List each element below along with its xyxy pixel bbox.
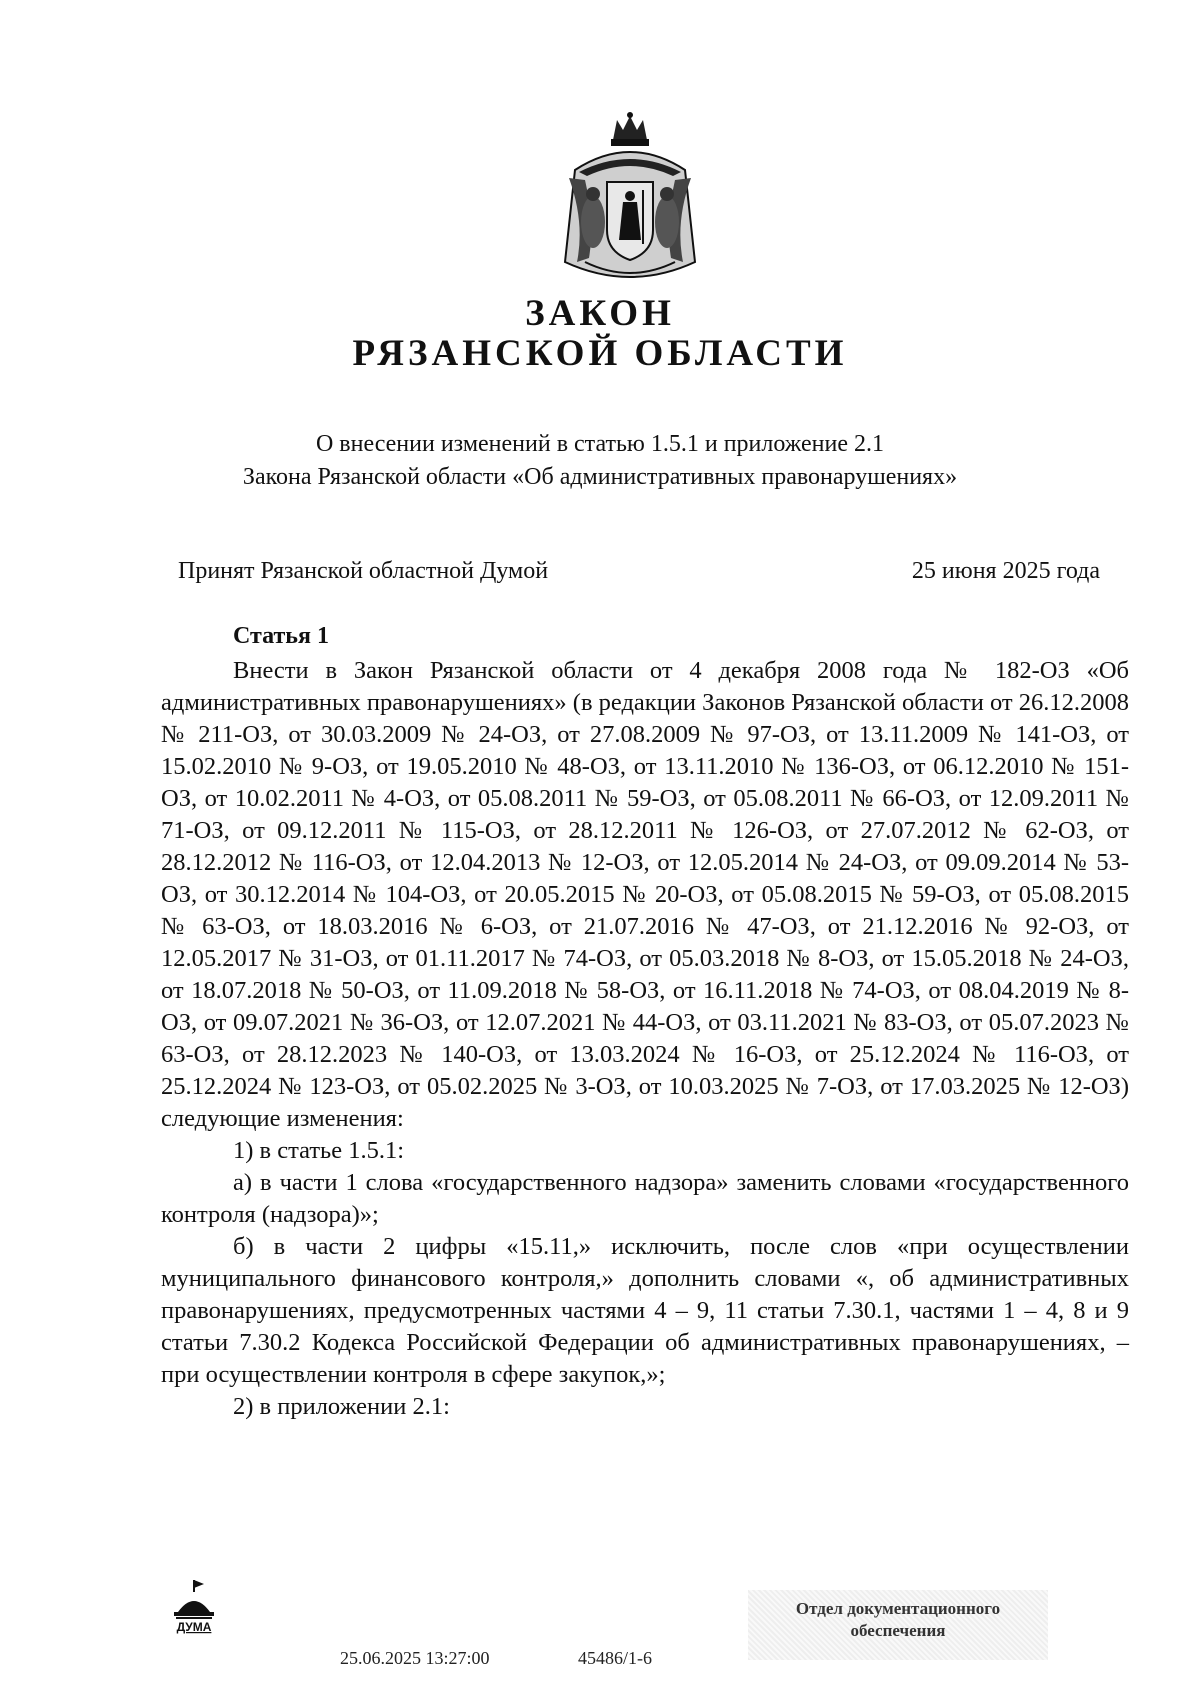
stamp-line-1: Отдел документационного [795, 1599, 1001, 1618]
adoption-date: 25 июня 2025 года [911, 558, 1100, 584]
article-item-1b: б) в части 2 цифры «15.11,» исключить, после слов «при осуществлении муниципального финансового контроля,» дополнить словами «, об административных правонарушениях, предусмотренных частями 4 – 9, 11 статьи 7.30.1, частями 1 – 4, 8 и 9 статьи 7.30.2 Кодекса Российской Федерации об административных правонарушениях, – при осуществлении контроля в сфере закупок,»; [161, 1233, 1129, 1388]
duma-logo-icon [168, 1578, 220, 1638]
article-heading: Статья 1 [233, 623, 329, 649]
stamp-line-2: обеспечения [850, 1621, 946, 1640]
law-subject [0, 428, 1200, 494]
law-title: ЗАКОН [525, 293, 675, 334]
coat-of-arms-icon [555, 112, 705, 290]
footer-timestamp: 25.06.2025 13:27:00 [340, 1648, 490, 1668]
article-intro-paragraph: Внести в Закон Рязанской области от 4 декабря 2008 года № 182-ОЗ «Об административных правонарушениях» (в редакции Законов Рязанской области от 26.12.2008 № 211-ОЗ, от 30.03.2009 № 24-ОЗ, от 27.08.2009 № 97-ОЗ, от 13.11.2009 № 141-ОЗ, от 15.02.2010 № 9-ОЗ, от 19.05.2010 № 48-ОЗ, от 13.11.2010 № 136-ОЗ, от 06.12.2010 № 151-ОЗ, от 10.02.2011 № 4-ОЗ, от 05.08.2011 № 59-ОЗ, от 05.08.2011 № 66-ОЗ, от 12.09.2011 № 71-ОЗ, от 09.12.2011 № 115-ОЗ, от 28.12.2011 № 126-ОЗ, от 27.07.2012 № 62-ОЗ, от 28.12.2012 № 116-ОЗ, от 12.04.2013 № 12-ОЗ, от 12.05.2014 № 24-ОЗ, от 09.09.2014 № 53-ОЗ, от 30.12.2014 № 104-ОЗ, от 20.05.2015 № 20-ОЗ, от 05.08.2015 № 59-ОЗ, от 05.08.2015 № 63-ОЗ, от 18.03.2016 № 6-ОЗ, от 21.07.2016 № 47-ОЗ, от 21.12.2016 № 92-ОЗ, от 12.05.2017 № 31-ОЗ, от 01.11.2017 № 74-ОЗ, от 05.03.2018 № 8-ОЗ, от 15.05.2018 № 24-ОЗ, от 18.07.2018 № 50-ОЗ, от 11.09.2018 № 58-ОЗ, от 16.11.2018 № 74-ОЗ, от 08.04.2019 № 8-ОЗ, от 09.07.2021 № 36-ОЗ, от 12.07.2021 № 44-ОЗ, от 03.11.2021 № 83-ОЗ, от 05.07.2023 № 63-ОЗ, от 28.12.2023 № 140-ОЗ, от 13.03.2024 № 16-ОЗ, от 25.12.2024 № 116-ОЗ, от 25.12.2024 № 123-ОЗ, от 05.02.2025 № 3-ОЗ, от 10.03.2025 № 7-ОЗ, от 17.03.2025 № 12-ОЗ) следующие изменения: [161, 657, 1129, 1132]
department-stamp [748, 1590, 1048, 1660]
law-subject-line-2: Закона Рязанской области «Об административных правонарушениях» [242, 464, 958, 490]
article-item-2: 2) в приложении 2.1: [233, 1393, 450, 1420]
article-item-1a: а) в части 1 слова «государственного надзора» заменить словами «государственного контроля (надзора)»; [161, 1169, 1129, 1228]
law-subject-line-1: О внесении изменений в статью 1.5.1 и приложение 2.1 [315, 431, 885, 457]
duma-logo-text: ДУМА [176, 1620, 212, 1634]
footer-document-number: 45486/1-6 [578, 1648, 652, 1668]
article-body [161, 655, 1129, 1423]
adoption-label: Принят Рязанской областной Думой [178, 558, 549, 584]
law-region-title: РЯЗАНСКОЙ ОБЛАСТИ [352, 333, 848, 374]
article-item-1: 1) в статье 1.5.1: [233, 1137, 405, 1164]
